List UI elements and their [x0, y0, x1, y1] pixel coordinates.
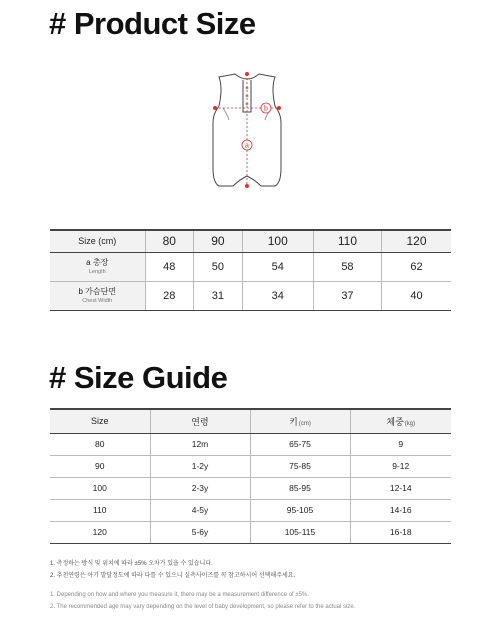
weight-unit: (kg)	[404, 420, 416, 427]
header-cell-age: 연령	[150, 409, 250, 433]
table-cell: 120	[50, 521, 150, 543]
table-cell: 16-18	[350, 521, 451, 543]
header-cell: 80	[145, 230, 194, 252]
note-line: 2. 추천연령은 아기 발달정도에 따라 다를 수 있으니 실측사이즈를 꼭 참고하시어 선택해주세요.	[50, 573, 296, 579]
table-cell: 31	[194, 281, 243, 310]
table-cell: 65-75	[250, 433, 350, 455]
table-cell: 12-14	[350, 477, 451, 499]
table-row	[50, 499, 451, 521]
table-row	[50, 433, 451, 455]
header-cell-height	[250, 409, 350, 433]
table-row	[50, 477, 451, 499]
table-cell: 58	[313, 252, 381, 281]
notes-english	[50, 589, 470, 613]
table-cell: 110	[50, 499, 150, 521]
height-unit: (cm)	[298, 420, 311, 427]
marker-a: a	[245, 142, 249, 150]
weight-label: 체중	[386, 416, 404, 427]
table-header-row	[50, 230, 451, 252]
row-label-cell	[50, 281, 145, 310]
note-line: 1. Depending on how and where you measure it, there may be a measurement difference of ±5%.	[50, 592, 309, 598]
table-cell: 9-12	[350, 455, 451, 477]
table-cell: 14-16	[350, 499, 451, 521]
header-cell-weight	[350, 409, 451, 433]
table-row	[50, 252, 451, 281]
size-guide-table	[50, 408, 451, 544]
measure-label: a 총장	[86, 257, 109, 267]
table-cell: 48	[145, 252, 194, 281]
header-cell: Size (cm)	[50, 230, 145, 252]
notes-korean	[50, 558, 470, 582]
note-line: 2. The recommended age may vary depending on the level of baby development, so please refer to the actual size.	[50, 604, 356, 610]
table-cell: 37	[313, 281, 381, 310]
table-row	[50, 521, 451, 543]
table-cell: 2-3y	[150, 477, 250, 499]
note-line: 1. 측정하는 방식 및 위치에 따라 ±5% 오차가 있을 수 있습니다.	[50, 561, 213, 567]
table-cell: 95-105	[250, 499, 350, 521]
size-guide-title: # Size Guide	[49, 360, 228, 395]
table-cell: 105-115	[250, 521, 350, 543]
table-row	[50, 455, 451, 477]
table-cell: 5-6y	[150, 521, 250, 543]
table-cell: 12m	[150, 433, 250, 455]
romper-size-diagram	[205, 70, 290, 188]
header-cell-size: Size	[50, 409, 150, 433]
table-cell: 34	[242, 281, 313, 310]
measure-sublabel: Length	[88, 268, 106, 275]
header-cell: 100	[242, 230, 313, 252]
header-cell: 110	[313, 230, 381, 252]
table-cell: 4-5y	[150, 499, 250, 521]
table-cell: 50	[194, 252, 243, 281]
product-size-title: # Product Size	[49, 6, 256, 41]
table-cell: 85-95	[250, 477, 350, 499]
table-cell: 80	[50, 433, 150, 455]
table-cell: 54	[242, 252, 313, 281]
header-cell: 120	[382, 230, 451, 252]
header-cell: 90	[194, 230, 243, 252]
table-cell: 75-85	[250, 455, 350, 477]
height-label: 키	[289, 416, 298, 427]
table-cell: 1-2y	[150, 455, 250, 477]
table-cell: 28	[145, 281, 194, 310]
table-cell: 40	[382, 281, 451, 310]
measure-sublabel: Chest Width	[82, 297, 113, 304]
table-cell: 90	[50, 455, 150, 477]
table-header-row	[50, 409, 451, 433]
marker-b: b	[264, 105, 268, 113]
table-row	[50, 281, 451, 310]
table-cell: 62	[382, 252, 451, 281]
table-cell: 100	[50, 477, 150, 499]
table-cell: 9	[350, 433, 451, 455]
product-size-table	[50, 229, 451, 311]
row-label-cell	[50, 252, 145, 281]
measure-label: b 가슴단면	[78, 286, 117, 296]
